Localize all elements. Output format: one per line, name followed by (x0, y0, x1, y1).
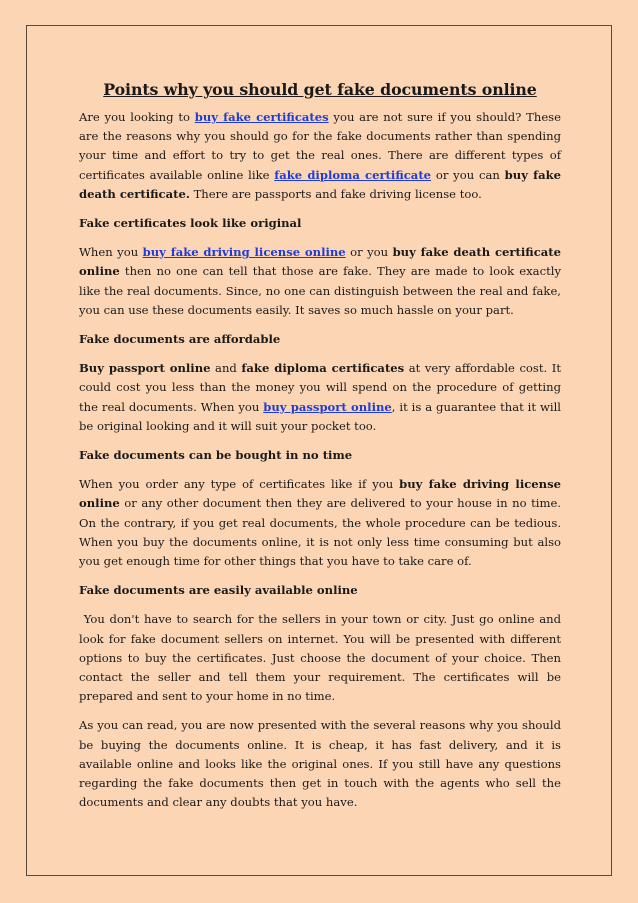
paragraph-affordable (79, 359, 561, 436)
paragraph-original (79, 243, 561, 320)
section-heading-available: Fake documents are easily available online (79, 583, 358, 598)
text-span: When you (79, 245, 143, 260)
text-span: you are not sure if you should? These are the reasons why you should go for the fake documents rather than spending your time and effort to try to get the real ones. There are different types of certificates available online like (79, 110, 561, 182)
text-span: When you order any type of certificates like if you (79, 477, 400, 492)
bold-phrase: buy fake death certificate online (79, 245, 561, 279)
bold-phrase: buy fake death certificate. (79, 167, 561, 201)
bold-phrase: fake diploma certificates (241, 361, 405, 376)
document-title: Points why you should get fake documents online (103, 80, 537, 99)
link-fake-diploma-certificate[interactable]: fake diploma certificate (274, 167, 432, 182)
document-body (79, 80, 565, 823)
text-span: at very affordable cost. It could cost you less than the money you will spend on the procedure of getting the real documents. When you (79, 361, 561, 414)
text-span: or any other document then they are delivered to your house in no time. On the contrary, if you get real documents, the whole procedure can be tedious. When you buy the documents online, it is not only less time consuming but also you get enough time for other things that you have to take care of. (79, 496, 561, 569)
text-span: Are you looking to (79, 110, 195, 124)
text-span: and (210, 361, 242, 376)
bold-phrase: buy fake driving license online (79, 477, 561, 511)
link-buy-fake-driving-license-online[interactable]: buy fake driving license online (142, 245, 346, 260)
paragraph-conclusion: As you can read, you are now presented with the several reasons why you should be buying the documents online. It is cheap, it has fast delivery, and it is available online and looks like the original ones. If you still have any questions regarding the fake documents then get in touch with the agents who sell the documents and clear any doubts that you have. (79, 718, 561, 810)
section-heading-no-time: Fake documents can be bought in no time (79, 448, 353, 463)
paragraph-no-time (79, 475, 561, 571)
intro-paragraph (79, 108, 561, 204)
bold-phrase: Buy passport online (79, 361, 211, 376)
text-span: or you (345, 245, 393, 260)
text-span: , it is a guarantee that it will be original looking and it will suit your pocket too. (79, 399, 561, 433)
paragraph-available: You don't have to search for the sellers in your town or city. Just go online and look for fake document sellers on internet. You will be presented with different options to buy the certificates. Just choose the document of your choice. Then contact the seller and tell them your requirement. The certificates will be prepared and sent to your home in no time. (79, 612, 565, 704)
link-buy-passport-online[interactable]: buy passport online (263, 399, 392, 414)
text-span: There are passports and fake driving license too. (189, 186, 482, 201)
text-span: then no one can tell that those are fake. They are made to look exactly like the real documents. Since, no one can distinguish between the real and fake, you can use these documents easily. It saves so much hassle on your part. (79, 264, 561, 317)
link-buy-fake-certificates[interactable]: buy fake certificates (194, 110, 329, 124)
section-heading-affordable: Fake documents are affordable (79, 332, 281, 347)
text-span: or you can (431, 167, 505, 182)
section-heading-original: Fake certificates look like original (79, 216, 302, 231)
